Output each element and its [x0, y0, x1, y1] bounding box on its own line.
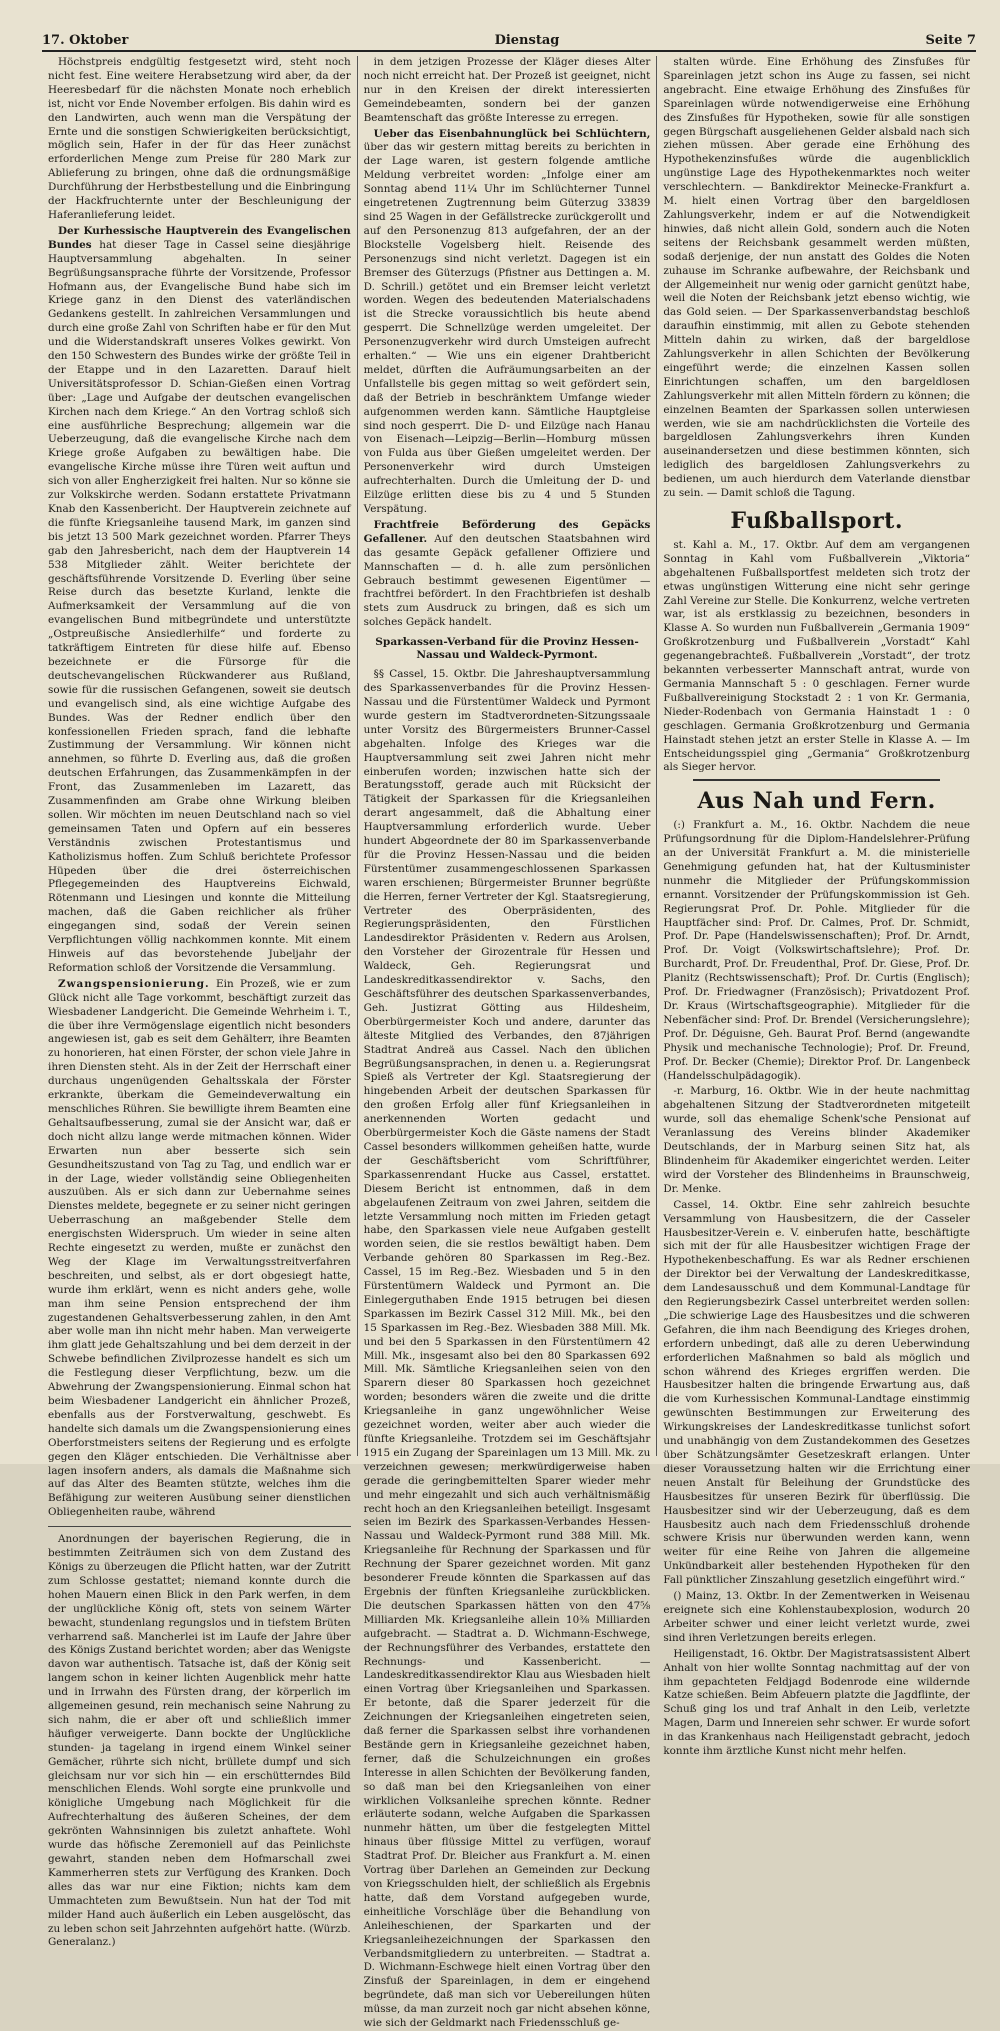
article-koenig-text: Anordnungen der bayerischen Regierung, die in bestimmten Zeiträumen sich von dem Zustand des Königs zu überzeugen die Pflicht hatten, war der Zutritt zum Schlosse gestattet; niemand konnte durch die hohen Mauern einen Blick in den Park werfen, in dem der unglückliche König oft, stets von seinem Wärter bewacht, stundenlang regungslos und in tiefstem Brüten verharrend saß. Mancherlei ist im Laufe der Jahre über des Königs Zustand berichtet worden; aber das Wenigste davon war authentisch. Tatsache ist, daß der König seit langem schon in keiner lichten Augenblick mehr hatte und in Irrwahn des Fürsten drang, der körperlich im allgemeinen gesund, rein mechanisch seine Nahrung zu sich nahm, die er aber oft und schließlich immer häufiger verweigerte. Dann bockte der Unglückliche stunden- ja tagelang in irgend einem Winkel seiner Gemächer, rührte sich nicht, brüllete dumpf und sich gleichsam nur vor sich hin — ein erschütterndes Bild menschlichen Elends. Wohl sorgte eine prunkvolle und königliche Umgebung nach Möglichkeit für die Aufrechterhaltung des äußeren Scheines, der dem gekrönten Wahnsinnigen bis zuletzt anhaftete. Wohl wurde das höfische Zeremoniell auf das Peinlichste gewahrt, standen neben dem Hofmarschall zwei Kammerherren stets zur Verfügung des Kranken. Doch alles das war nur eine Fiktion; nichts kam dem Ummachteten zum Bewußtsein. Nun hat der Tod mit milder Hand auch äußerlich ein Leben ausgelöscht, das zu leben schon seit Jahrzehnten aufgehört hatte. (Würzb. Generalanz.)	[48, 1533, 351, 1949]
column-1	[42, 56, 357, 1949]
article-evangelischer-bund-text: hat dieser Tage in Cassel seine diesjährige Hauptversammlung abgehalten. In seiner Begrüßungsansprache führte der Vorsitzende, Professor Hofmann aus, der Evangelische Bund habe sich im Kriege ganz in den Dienst des vaterländischen Gedankens gestellt. In zahlreichen Versammlungen und durch eine große Zahl von Schriften habe er für den Mut und die Widerstandskraft unseres Volkes gewirkt. Von den 150 Schwestern des Bundes wirke der größte Teil in der Etappe und in den Lazaretten. Darauf hielt Universitätsprofessor D. Schian-Gießen einen Vortrag über: „Lage und Aufgabe der deutschen evangelischen Kirchen nach dem Kriege.“ An den Vortrag schloß sich eine ausführliche Besprechung; allgemein war die Ueberzeugung, daß die evangelische Kirche nach dem Kriege große Aufgaben zu bewältigen habe. Die evangelische Kirche müsse ihre Türen weit auftun und sich von aller Engherzigkeit frei halten. Nur so könne sie zur Volkskirche werden. Sodann erstattete Privatmann Knab den Kassenbericht. Der Hauptverein zeichnete auf die fünfte Kriegsanleihe tausend Mark, im ganzen sind bis jetzt 13 500 Mark gezeichnet worden. Pfarrer Theys gab den Jahresbericht, nach dem der Hauptverein 14 538 Mitglieder zählt. Weiter berichtete der geschäftsführende Vorsitzende D. Everling über seine Reise durch das besetzte Kurland, lenkte die Aufmerksamkeit der Versammlung auf die von evangelischen Bund mitbegründete und unterstützte „Ostpreußische Ansiedlerhilfe“ und forderte zu tatkräftigem Eintreten für diese hilfe auf. Ebenso bezeichnete er die Fürsorge für die deutschevangelischen Rückwanderer aus Rußland, sowie für die russischen Gefangenen, soweit sie deutsch und evangelisch sind, als eine wichtige Aufgabe des Bundes. Was der Redner endlich über den konfessionellen Frieden sprach, fand die lebhafte Zustimmung der Versammlung. Wir können nicht annehmen, so führte D. Everling aus, daß die großen deutschen Erfahrungen, das Zusammenkämpfen in der Front, das Zusammenleben im Lazarett, das Zusammenfinden am Grabe ohne Wirkung bleiben sollen. Wir möchten im neuen Deutschland nach so viel gemeinsamen Taten und Opfern auf ein besseres Verständnis zwischen Protestantismus und Katholizismus hoffen. Zum Schluß berichtete Professor Hüpeden über die drei österreichischen Pflegegemeinden des Hauptvereins Eichwald, Rötenmann und Liesingen und konnte die Mitteilung machen, daß die Gaben reichlicher als früher eingegangen sind, sodaß der Verein seinen Verpflichtungen völlig nachkommen konnte. Mit einem Hinweis auf das bevorstehende Jubeljahr der Reformation schloß der Vorsitzende die Versammlung.	[48, 238, 351, 974]
article-hafer-text: Höchstpreis endgültig festgesetzt wird, steht noch nicht fest. Eine weitere Herabsetzung wird aber, da der Heeresbedarf für die nächsten Monate noch erheblich ist, nicht vor Ende November erfolgen. Bis dahin wird es den Landwirten, auch wenn man die Verspätung der Ernte und die sonstigen Schwierigkeiten berücksichtigt, möglich sein, Hafer in der für das Heer zunächst erforderlichen Menge zum Preise für 280 Mark zur Ablieferung zu bringen, ohne daß die ordnungsmäßige Durchführung der Herbstbestellung und die Einbringung der Hackfruchternte unter der Beschleunigung der Haferanlieferung leidet.	[48, 56, 351, 221]
article-marburg-text: -r. Marburg, 16. Oktbr. Wie in der heute nachmittag abgehaltenen Sitzung der Stadtverordneten mitgeteilt wurde, soll das ehemalige Schenk'sche Pensionat auf Veranlassung des Vereins blinder Akademiker Deutschlands, der in Marburg seinen Sitz hat, als Blindenheim für Akademiker eingerichtet werden. Leiter wird der Vorsteher des Blindenheims in Braunschweig, Dr. Menke.	[663, 1085, 970, 1195]
article-prozess-continued: in dem jetzigen Prozesse der Kläger dieses Alter noch nicht erreicht hat. Der Prozeß ist geeignet, nicht nur in den Kreisen der direkt interessierten Gemeindebeamten, sondern bei der ganzen Beamtenschaft das größte Interesse zu erregen.	[363, 56, 651, 124]
section-heading-fussballsport: Fußballsport.	[730, 508, 903, 534]
article-eisenbahnunglueck-text: über das wir gestern mittag bereits zu berichten in der Lage waren, ist gestern folgende amtliche Meldung verbreitet worden: „Infolge einer am Sonntag abend 11¼ Uhr im Schlüchterner Tunnel eingetretenen Zugtrennung beim Güterzug 33839 sind 25 Wagen in der Gefällstrecke zurückgerollt und auf den Personenzug 813 aufgefahren, der an der Blockstelle Vogelsberg hielt. Reisende des Personenzugs sind nicht verletzt. Dagegen ist ein Bremser des Güterzugs (Pfistner aus Dettingen a. M. D. Schrill.) getötet und ein Bremser leicht verletzt worden. Wegen des bedeutenden Materialschadens ist die Strecke voraussichtlich bis heute abend gesperrt. Die Schnellzüge werden umgeleitet. Der Personenzugverkehr wird durch Umsteigen aufrecht erhalten.“ — Wie uns ein eigener Drahtbericht meldet, dürften die Aufräumungsarbeiten an der Unfallstelle bis gegen mittag so weit gefördert sein, daß der Betrieb in beschränktem Umfange wieder aufgenommen werden kann. Sämtliche Hauptgleise sind noch gesperrt. Die D- und Eilzüge nach Hanau von Eisenach—Leipzig—Berlin—Homburg müssen von Fulda aus über Gießen umgeleitet werden. Der Personenverkehr wird durch Umsteigen aufrechterhalten. Durch die Umleitung der D- und Eilzüge erlitten diese bis zu 4 und 5 Stunden Verspätung.	[363, 141, 651, 515]
article-zwangspensionierung-headline: Zwangspensionierung.	[58, 977, 210, 990]
header-page-number: Seite 7	[925, 33, 976, 48]
article-zwangspensionierung-text: Ein Prozeß, wie er zum Glück nicht alle Tage vorkommt, beschäftigt zurzeit das Wiesbadener Landgericht. Die Gemeinde Wehrheim i. T., die über ihre Vermögenslage eigentlich nicht besonders angewiesen ist, gab es seit dem Gehälterr, ihre Beamten zu honorieren, hat einen Förster, der schon viele Jahre in ihren Diensten steht. Als in der Zeit der Herrschaft einer durchaus ungenügenden Gehaltsskala der Förster erkrankte, überkam die Gemeindeverwaltung ein menschliches Rühren. Sie bewilligte ihrem Beamten eine Gehaltsaufbesserung, zumal sie der Ansicht war, daß er doch nicht allzu lange werde mitmachen können. Wider Erwarten nun aber besserte sich sein Gesundheitszustand von Tag zu Tag, und endlich war er in der Lage, wieder vollständig seine Obliegenheiten auszuüben. Als er sich dann zur Uebernahme seines Dienstes meldete, begegnete er zu seiner nicht geringen Ueberraschung an maßgebender Stelle dem energischsten Widerspruch. Um wieder in seine alten Rechte eingesetzt zu werden, mußte er zunächst den Weg der Klage im Verwaltungsstreitverfahren beschreiten, und selbst, als er dort obgesiegt hatte, wurde ihm erklärt, wenn es nicht anders gehe, wolle man ihm seine Pension entsprechend der ihm zugestandenen Gehaltsverbesserung zahlen, in den Amt aber wolle man ihn nicht mehr haben. Man verweigerte ihm glatt jede Gehaltszahlung und bei dem derzeit in der Schwebe befindlichen Zivilprozesse handelt es sich um die Festlegung dieser Verpflichtung, bezw. um die Abwehrung der Zwangspensionierung. Einmal schon hat beim Wiesbadener Landgericht ein ähnlicher Prozeß, ebenfalls aus der Forstverwaltung, geschwebt. Es handelte sich damals um die Zwangspensionierung eines Oberforstmeisters seitens der Regierung und es erfolgte gegen den Kläger entschieden. Die Verhältnisse aber lagen insofern anders, als damals die Maßnahme sich auf das Alter des Beamten stützte, welches ihm die Befähigung zur weiteren Ausübung seiner dienstlichen Obliegenheiten raube, während	[48, 977, 351, 1519]
article-fussball-text: st. Kahl a. M., 17. Oktbr. Auf dem am vergangenen Sonntag in Kahl vom Fußballverein „Viktoria“ abgehaltenen Fußballsportfest meldeten sich trotz der etwas ungünstigen Witterung eine nicht sehr geringe Zahl Vereine zur Stelle. Die Konkurrenz, welche vertreten war, ist als erstklassig zu bezeichnen, besonders in Klasse A. So wurden nun Fußballverein „Germania 1909“ Großkrotzenburg und Fußballverein „Vorstadt“ Kahl gegenangebrachteß. Fußballverein „Vorstadt“, der trotz bekannten verbesserter Mannschaft antrat, wurde von Germania Mannschaft 5 : 0 geschlagen. Ferner wurde Fußballvereinigung Stockstadt 2 : 1 von Kr. Germania, Nieder-Rodenbach von Germania Hainstadt 1 : 0 geschlagen. Germania Großkrotzenburg und Germania Hainstadt stehen jetzt an erster Stelle in Klasse A. — Im Entscheidungsspiel ging „Germania“ Großkrotzenburg als Sieger hervor.	[663, 538, 970, 774]
article-sparkassen-text: §§ Cassel, 15. Oktbr. Die Jahreshauptversammlung des Sparkassenverbandes für die Provinz Hessen-Nassau und die Fürstentümer Waldeck und Pyrmont wurde gestern im Stadtverordneten-Sitzungssaale unter Vorsitz des Bürgermeisters Brunner-Cassel abgehalten. Infolge des Krieges war die Hauptversammlung seit zwei Jahren nicht mehr einberufen worden; inzwischen hatte sich der Beratungsstoff, gerade auch mit Rücksicht der Tätigkeit der Sparkassen für die Kriegsanleihen derart angesammelt, daß die Abhaltung einer Hauptversammlung erforderlich wurde. Ueber hundert Abgeordnete der 80 im Sparkassenverbande für die Provinz Hessen-Nassau und die beiden Fürstentümer zusammengeschlossenen Sparkassen waren erschienen; Bürgermeister Brunner begrüßte die Herren, ferner Vertreter der Kgl. Staatsregierung, Vertreter des Oberpräsidenten, des Regierungspräsidenten, den Fürstlichen Landesdirektor Präsidenten v. Redern aus Arolsen, den Vorsteher der Girozentrale für Hessen und Waldeck, Geh. Regierungsrat und Landeskreditkassendirektor v. Sachs, den Geschäftsführer des deutschen Sparkassenverbandes, Geh. Justizrat Götting aus Hildesheim, Oberbürgermeister Koch und andere, darunter das älteste Mitglied des Verbandes, den 87jährigen Stadtrat Andreä aus Cassel. Nach den üblichen Begrüßungsansprachen, in denen u. a. Regierungsrat Spieß als Vertreter der Kgl. Staatsregierung der hingebenden Arbeit der deutschen Sparkassen für den großen Erfolg aller fünf Kriegsanleihen in anerkennenden Worten gedacht und Oberbürgermeister Koch die Gäste namens der Stadt Cassel besonders willkommen geheißen hatte, wurde der Geschäftsbericht vom Schriftführer, Sparkassenrendant Hucke aus Cassel, erstattet. Diesem Bericht ist entnommen, daß in dem abgelaufenen Zeitraum von zwei Jahren, seitdem die letzte Versammlung noch mitten im Frieden getagt habe, den Sparkassen viele neue Aufgaben gestellt worden seien, die sie restlos bewältigt haben. Dem Verbande gehören 80 Sparkassen im Reg.-Bez. Cassel, 15 im Reg.-Bez. Wiesbaden und 5 in den Fürstentümern Waldeck und Pyrmont an. Die Einlegerguthaben Ende 1915 betrugen bei diesen Sparkassen im Bezirk Cassel 312 Mill. Mk., bei den 15 Sparkassen im Reg.-Bez. Wiesbaden 388 Mill. Mk. und bei den 5 Sparkassen in den Fürstentümern 42 Mill. Mk., insgesamt also bei den 80 Sparkassen 692 Mill. Mk. Sämtliche Kriegsanleihen seien von den Sparern dieser 80 Sparkassen hoch gezeichnet worden; besonders wären die zweite und die dritte Kriegsanleihe in ganz ungewöhnlicher Weise gezeichnet worden, weiter aber auch wieder die fünfte Kriegsanleihe. Trotzdem sei im Geschäftsjahr 1915 ein Zugang der Spareinlagen um 13 Mill. Mk. zu verzeichnen gewesen; merkwürdigerweise haben gerade die geringbemittelten Sparer wieder mehr und mehr eingezahlt und sich auch verhältnismäßig recht hoch an den Kriegsanleihen beteiligt. Insgesamt seien im Bezirk des Sparkassen-Verbandes Hessen-Nassau und Waldeck-Pyrmont rund 388 Mill. Mk. Kriegsanleihe für Rechnung der Sparkassen und für Rechnung der Sparer gezeichnet worden. Mit ganz besonderer Freude könnten die Sparkassen auf das Ergebnis der fünften Kriegsanleihe zurückblicken. Die deutschen Sparkassen hätten von den 47⅝ Milliarden Mk. Kriegsanleihe allein 10⅜ Milliarden aufgebracht. — Stadtrat a. D. Wichmann-Eschwege, der Rechnungsführer des Verbandes, erstattete den Rechnungs- und Kassenbericht. — Landeskreditkassendirektor Klau aus Wiesbaden hielt einen Vortrag über Kriegsanleihen und Sparkassen. Er betonte, daß die Sparer jederzeit für die Zeichnungen der Kriegsanleihen eingetreten seien, daß ferner die Sparkassen selbst ihre vorhandenen Bestände gern in Kriegsanleihe gezeichnet haben, ferner, daß die Schulzeichnungen ein großes Interesse in allen Schichten der Bevölkerung fanden, so daß man bei den Kriegsanleihen von einer wirklichen Volksanleihe sprechen könnte. Redner erläuterte sodann, welche Aufgaben die Sparkassen nunmehr hätten, um über die festgelegten Mittel hinaus über flüssige Mittel zu verfügen, worauf Stadtrat Prof. Dr. Bleicher aus Frankfurt a. M. einen Vortrag über Darlehen an Gemeinden zur Deckung von Kriegsschulden hielt, der schließlich als Ergebnis hatte, daß dem Vorstand aufgegeben wurde, einheitliche Vorschläge über die Behandlung von Anleiheschienen, der Sparkarten und der Kriegsanleihezeichnungen der Sparkassen den Verbandsmitgliedern zu unterbreiten. — Stadtrat a. D. Wichmann-Eschwege hielt einen Vortrag über den Zinsfuß der Spareinlagen, in dem er eingehend begründete, daß man sich vor Uebereilungen hüten müsse, da man zurzeit noch gar nicht absehen könne, wie sich der Geldmarkt nach Friedensschluß ge-	[363, 668, 651, 2030]
article-eisenbahnunglueck-headline: Ueber das Eisenbahnunglück bei Schlüchtern,	[373, 127, 651, 140]
article-gepaeck-headline: Frachtfreie Beförderung des Gepäcks Gefallener.	[363, 518, 651, 545]
header-weekday: Dienstag	[494, 33, 560, 48]
article-heiligenstadt-text: Heiligenstadt, 16. Oktbr. Der Magistratsassistent Albert Anhalt von hier wollte Sonntag nachmittag auf der von ihm gepachteten Feldjagd Bodenrode eine wildernde Katze schießen. Beim Abfeuern platzte die Jagdflinte, der Schuß ging los und traf Anhalt in den Leib, verletzte Magen, Darm und Innereien sehr schwer. Er wurde sofort in das Krankenhaus nach Heiligenstadt gebracht, jedoch konnte ihm ärztliche Kunst nicht mehr helfen.	[663, 1647, 970, 1758]
article-mainz-text: () Mainz, 13. Oktbr. In der Zementwerken in Weisenau ereignete sich eine Kohlenstaubexplosion, wodurch 20 Arbeiter schwer und einer leicht verletzt wurde, zwei sind ihren Verletzungen bereits erlegen.	[663, 1590, 970, 1644]
article-gepaeck-text: Auf den deutschen Staatsbahnen wird das gesamte Gepäck gefallener Offiziere und Mannschaften — d. h. alle zum persönlichen Gebrauch bestimmt gewesenen Eigentümer — frachtfrei befördert. In den Frachtbriefen ist deshalb stets zum Ausdruck zu bringen, daß es sich um solches Gepäck handelt.	[363, 532, 651, 629]
sparkassen-headline: Sparkassen-Verband für die Provinz Hessen-Nassau und Waldeck-Pyrmont.	[375, 636, 639, 662]
page-header	[42, 30, 976, 52]
article-frankfurt-text: (:) Frankfurt a. M., 16. Oktbr. Nachdem die neue Prüfungsordnung für die Diplom-Handelslehrer-Prüfung an der Universität Frankfurt a. M. die ministerielle Genehmigung gefunden hat, hat der Kultusminister nunmehr die Mitglieder der Prüfungskommission ernannt. Vorsitzender der Prüfungskommission ist Geh. Regierungsrat Prof. Dr. Pohle. Mitglieder für die Hauptfächer sind: Prof. Dr. Calmes, Prof. Dr. Schmidt, Prof. Dr. Pape (Handelswissenschaften); Prof. Dr. Arndt, Prof. Dr. Voigt (Volkswirtschaftslehre); Prof. Dr. Burchardt, Prof. Dr. Freudenthal, Prof. Dr. Giese, Prof. Dr. Planitz (Rechtswissenschaft); Prof. Dr. Curtis (Englisch); Prof. Dr. Friedwagner (Französisch); Privatdozent Prof. Dr. Kraus (Wirtschaftsgeographie). Mitglieder für die Nebenfächer sind: Prof. Dr. Brendel (Versicherungslehre); Prof. Dr. Déguisne, Geh. Baurat Prof. Bernd (angewandte Physik und mechanische Technologie); Prof. Dr. Freund, Prof. Dr. Becker (Chemie); Direktor Prof. Dr. Langenbeck (Handelsschulpädagogik).	[663, 819, 970, 1082]
article-sparkassen-continued: stalten würde. Eine Erhöhung des Zinsfußes für Spareinlagen jetzt schon ins Auge zu fassen, sei nicht angebracht. Eine etwaige Erhöhung des Zinsfußes für Spareinlagen würde notwendigerweise eine Erhöhung des Zinsfußes für Hypotheken, sowie für alle sonstigen gegen Bürgschaft ausgeliehenen Gelder alsbald nach sich ziehen müssen. Aber gerade eine Erhöhung des Hypothekenzinsfußes würde die augenblicklich ungünstige Lage des Hypothekenmarktes noch weiter verschlechtern. — Bankdirektor Meinecke-Frankfurt a. M. hielt einen Vortrag über den bargeldlosen Zahlungsverkehr, indem er auf die Notwendigkeit hinwies, daß nicht allein Gold, sondern auch die Noten seitens der Reichsbank gesammelt werden müßten, sodaß derjenige, der nun anstatt des Goldes die Noten zuhause im Schranke aufbewahre, der Reichsbank und der Allgemeinheit nur wenig oder garnicht genützt habe, weil die Noten der Reichsbank jetzt ebenso wichtig, wie das Gold seien. — Der Sparkassenverbandstag beschloß daraufhin einstimmig, mit allen zu Gebote stehenden Mitteln dahin zu wirken, daß der bargeldlose Zahlungsverkehr in allen Schichten der Bevölkerung eingeführt werde; die einzelnen Kassen sollen Einrichtungen schaffen, um den bargeldlosen Zahlungsverkehr mit allen Mitteln fördern zu können; die einzelnen Beamten der Sparkassen sollen unterwiesen werden, wie sie am nachdrücklichsten die Vorteile des bargeldlosen Zahlungsverkehrs ihren Kunden auseinandersetzen und diese bestimmen könnten, sich lediglich des bargeldlosen Zahlungsverkehrs zu bedienen, um auch hierdurch dem Vaterlande dienstbar zu sein. — Damit schloß die Tagung.	[663, 56, 970, 500]
article-evangelischer-bund-headline: Der Kurhessische Hauptverein des Evangelischen Bundes	[48, 224, 351, 251]
column-divider	[48, 1526, 351, 1527]
header-date: 17. Oktober	[42, 33, 129, 48]
column-2	[357, 56, 657, 2030]
column-3	[656, 56, 976, 1758]
section-heading-aus-nah-und-fern: Aus Nah und Fern.	[697, 788, 936, 815]
section-rule	[693, 779, 940, 781]
article-cassel-text: Cassel, 14. Oktbr. Eine sehr zahlreich besuchte Versammlung von Hausbesitzern, die der Casseler Hausbesitzer-Verein e. V. einberufen hatte, beschäftigte sich mit der für alle Hausbesitzer wichtigen Frage der Hypothekenbeschaffung. Es war als Redner erschienen der Direktor bei der Verwaltung der Landeskreditkasse, dem Landesausschuß und dem Kommunal-Landtage für den Regierungsbezirk Cassel unterbreitet werden sollen: „Die schwierige Lage des Hausbesitzes und die schweren Gefahren, die ihm nach Beendigung des Krieges drohen, erfordern unbedingt, daß alle zu deren Ueberwindung erforderlichen Maßnahmen so bald als möglich und schon während des Krieges ergriffen werden. Die Hausbesitzer halten die bringende Erwartung aus, daß die vom Kurhessischen Kommunal-Landtage einstimmig gewünschten Bestimmungen zur Erweiterung des Wirkungskreises der Landeskreditkasse tunlichst sofort und unabhängig von dem Zustandekommen des Gesetzes über Schätzungsämter Gesetzeskraft erlangen. Unter dieser Voraussetzung halten wir die Errichtung einer neuen Anstalt für Beleihung der Grundstücke des Hausbesitzes für unseren Bezirk für überflüssig. Die Hausbesitzer sind wir der Ueberzeugung, daß es dem Hausbesitz auch nach dem Friedensschluß drohende schwere Krisis nur überwunden werden kann, wenn weiter für eine Reihe von Jahren die allgemeine Unkündbarkeit aller bestehenden Hypotheken für den Fall pünktlicher Zinszahlung gesetzlich eingeführt wird.“	[663, 1198, 970, 1587]
